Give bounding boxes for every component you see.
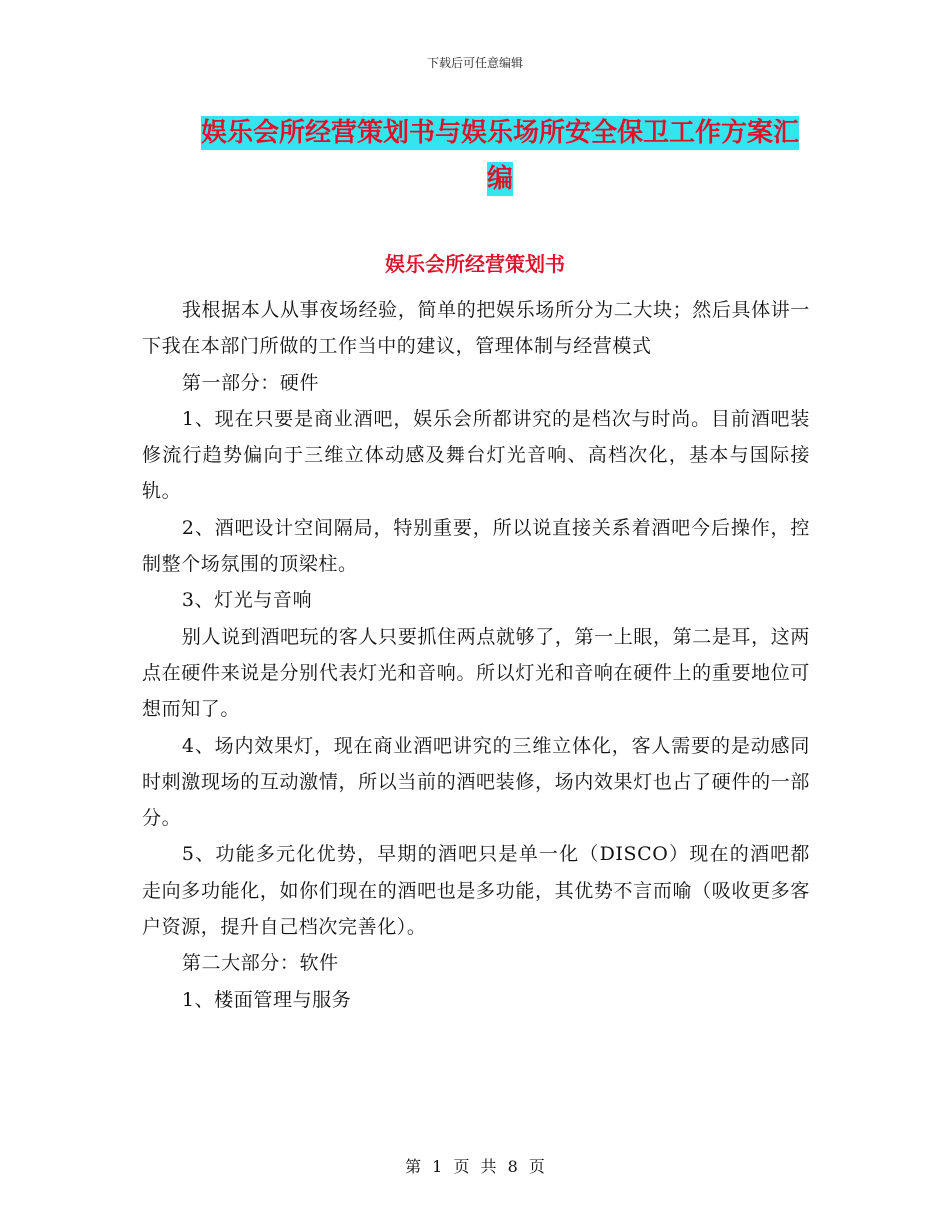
- paragraph-item-1: 1、现在只要是商业酒吧，娱乐会所都讲究的是档次与时尚。目前酒吧装修流行趋势偏向于三维立体动感及舞台灯光音响、高档次化，基本与国际接轨。: [142, 407, 810, 503]
- section-title: 娱乐会所经营策划书: [385, 252, 565, 276]
- paragraph-part-two-heading: 第二大部分：软件: [181, 952, 339, 975]
- document-title-text: 娱乐会所经营策划书与娱乐场所安全保卫工作方案汇编: [200, 118, 799, 194]
- paragraph-item-5: 5、功能多元化优势，早期的酒吧只是单一化（DISCO）现在的酒吧都走向多功能化，如你们现在的酒吧也是多功能，其优势不言而喻（吸收更多客户资源，提升自己档次完善化）。: [142, 843, 810, 939]
- page-footer: 第 1 页 共 8 页: [405, 1157, 545, 1176]
- paragraph-item-2: 2、酒吧设计空间隔局，特别重要，所以说直接关系着酒吧今后操作，控制整个场氛围的顶梁柱。: [142, 516, 810, 576]
- paragraph-lighting-sound: 别人说到酒吧玩的客人只要抓住两点就够了，第一上眼，第二是耳，这两点在硬件来说是分别代表灯光和音响。所以灯光和音响在硬件上的重要地位可想而知了。: [142, 625, 810, 721]
- paragraph-item-3: 3、灯光与音响: [181, 589, 313, 612]
- paragraph-intro: 我根据本人从事夜场经验，简单的把娱乐场所分为二大块；然后具体讲一下我在本部门所做的工作当中的建议，管理体制与经营模式: [142, 299, 810, 358]
- document-title: [195, 110, 805, 202]
- paragraph-part-one-heading: 第一部分：硬件: [181, 371, 320, 394]
- paragraph-item-4: 4、场内效果灯，现在商业酒吧讲究的三维立体化，客人需要的是动感同时刺激现场的互动激情，所以当前的酒吧装修，场内效果灯也占了硬件的一部分。: [142, 734, 810, 830]
- paragraph-software-item-1: 1、楼面管理与服务: [181, 988, 352, 1011]
- document-body: [142, 292, 810, 1018]
- page-header-note: 下载后可任意编辑: [426, 56, 523, 70]
